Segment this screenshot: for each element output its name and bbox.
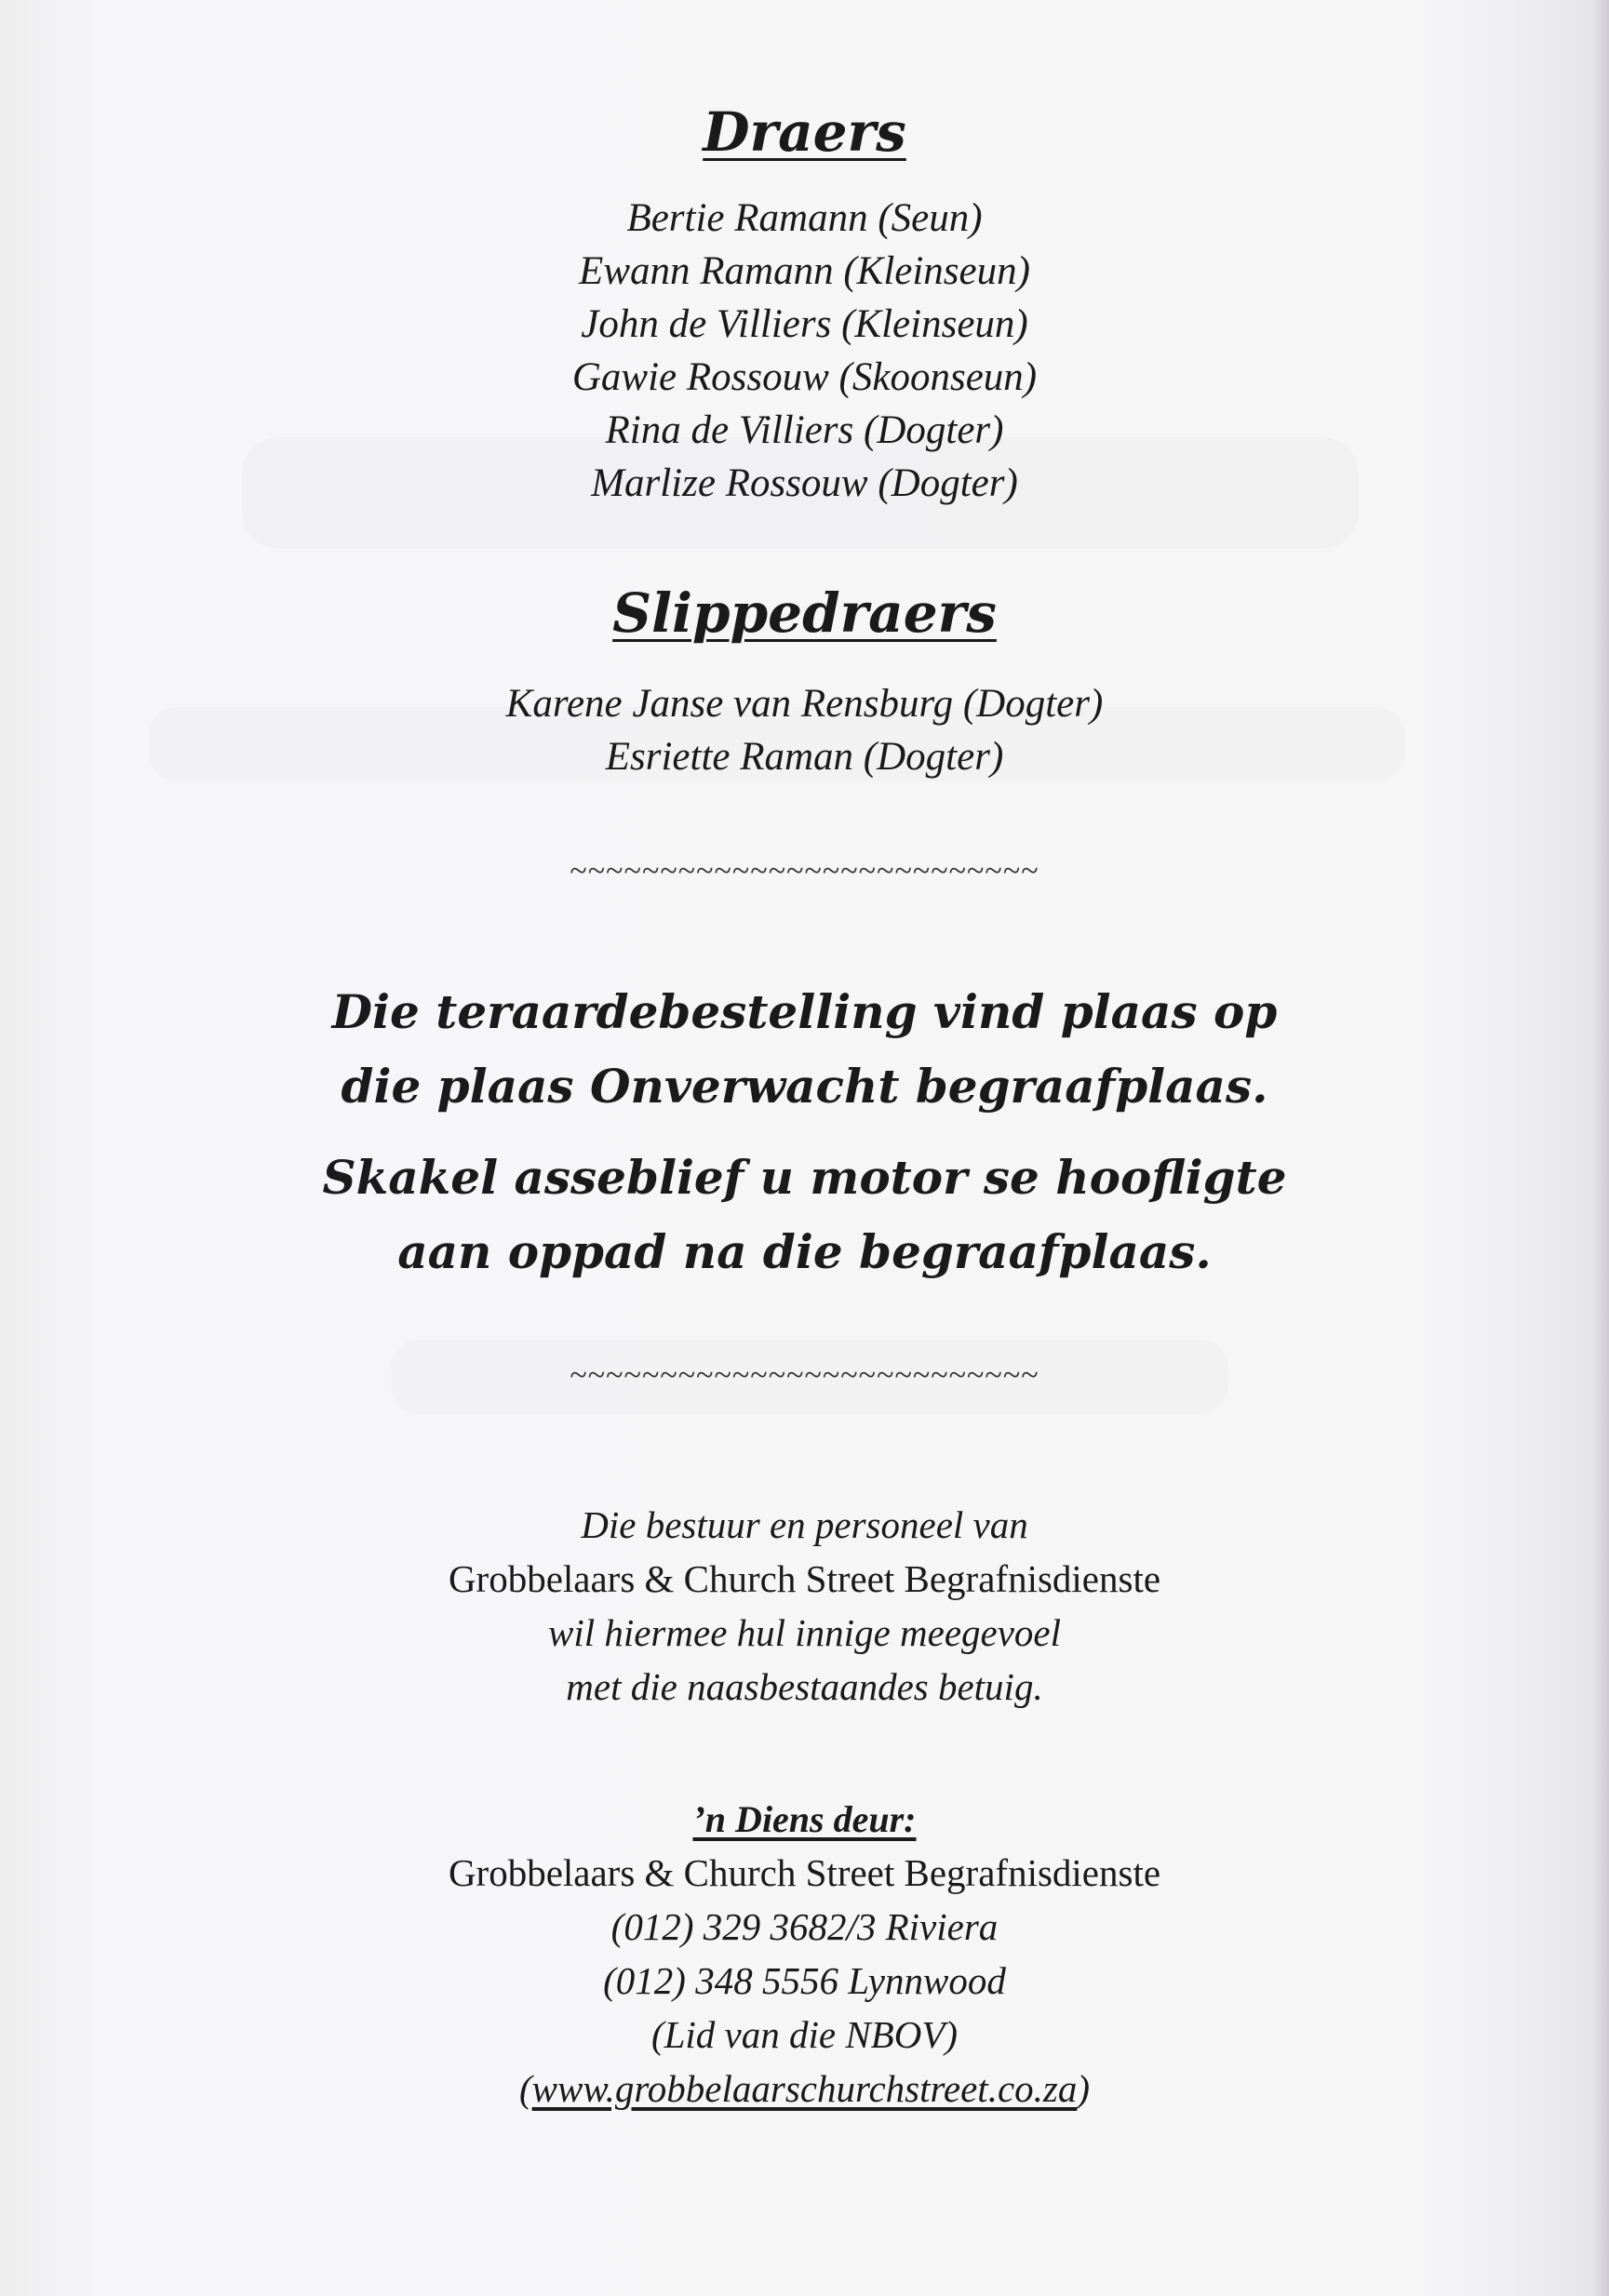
- company-name: Grobbelaars & Church Street Begrafnisdienste: [448, 1851, 1161, 1894]
- service-details: [0, 1846, 1609, 2116]
- notice-line: Skakel asseblief u motor se hoofligte: [322, 1150, 1287, 1205]
- train-bearer-name: Karene Janse van Rensburg (Dogter): [505, 682, 1104, 726]
- train-bearers-heading: Slippedraers: [612, 581, 997, 645]
- condolence-message: [0, 1498, 1609, 1714]
- burial-notice: [0, 975, 1609, 1289]
- condolence-line: met die naasbestaandes betuig.: [566, 1665, 1043, 1708]
- pallbearers-heading: Draers: [703, 100, 906, 164]
- phone-lynnwood: (012) 348 5556 Lynnwood: [603, 1959, 1006, 2002]
- pallbearer-name: John de Villiers (Kleinseun): [581, 302, 1028, 346]
- pallbearers-list: [0, 192, 1609, 510]
- pallbearer-name: Rina de Villiers (Dogter): [605, 408, 1004, 452]
- service-heading: ’n Diens deur:: [692, 1798, 917, 1840]
- notice-line: die plaas Onverwacht begraafplaas.: [341, 1059, 1268, 1114]
- website-link[interactable]: www.grobbelaarschurchstreet.co.za: [531, 2067, 1078, 2110]
- tilde-divider: ~~~~~~~~~~~~~~~~~~~~~~~~~~: [570, 854, 1039, 888]
- website-open-paren: (: [518, 2067, 532, 2110]
- pallbearer-name: Bertie Ramann (Seun): [626, 196, 983, 240]
- condolence-line: Grobbelaars & Church Street Begrafnisdienste: [448, 1557, 1161, 1600]
- membership-note: (Lid van die NBOV): [650, 2013, 959, 2056]
- condolence-line: Die bestuur en personeel van: [581, 1503, 1028, 1546]
- notice-line: aan oppad na die begraafplaas.: [397, 1224, 1212, 1279]
- website-close-paren: ): [1077, 2067, 1091, 2110]
- phone-riviera: (012) 329 3682/3 Riviera: [610, 1905, 999, 1948]
- pallbearer-name: Gawie Rossouw (Skoonseun): [571, 355, 1038, 399]
- train-bearer-name: Esriette Raman (Dogter): [605, 735, 1004, 779]
- tilde-divider: ~~~~~~~~~~~~~~~~~~~~~~~~~~: [570, 1358, 1039, 1393]
- condolence-line: wil hiermee hul innige meegevoel: [547, 1611, 1062, 1654]
- train-bearers-list: [0, 677, 1609, 783]
- pallbearer-name: Ewann Ramann (Kleinseun): [579, 249, 1030, 293]
- website-line: [0, 2062, 1609, 2116]
- notice-line: Die teraardebestelling vind plaas op: [331, 984, 1278, 1039]
- pallbearer-name: Marlize Rossouw (Dogter): [591, 461, 1018, 505]
